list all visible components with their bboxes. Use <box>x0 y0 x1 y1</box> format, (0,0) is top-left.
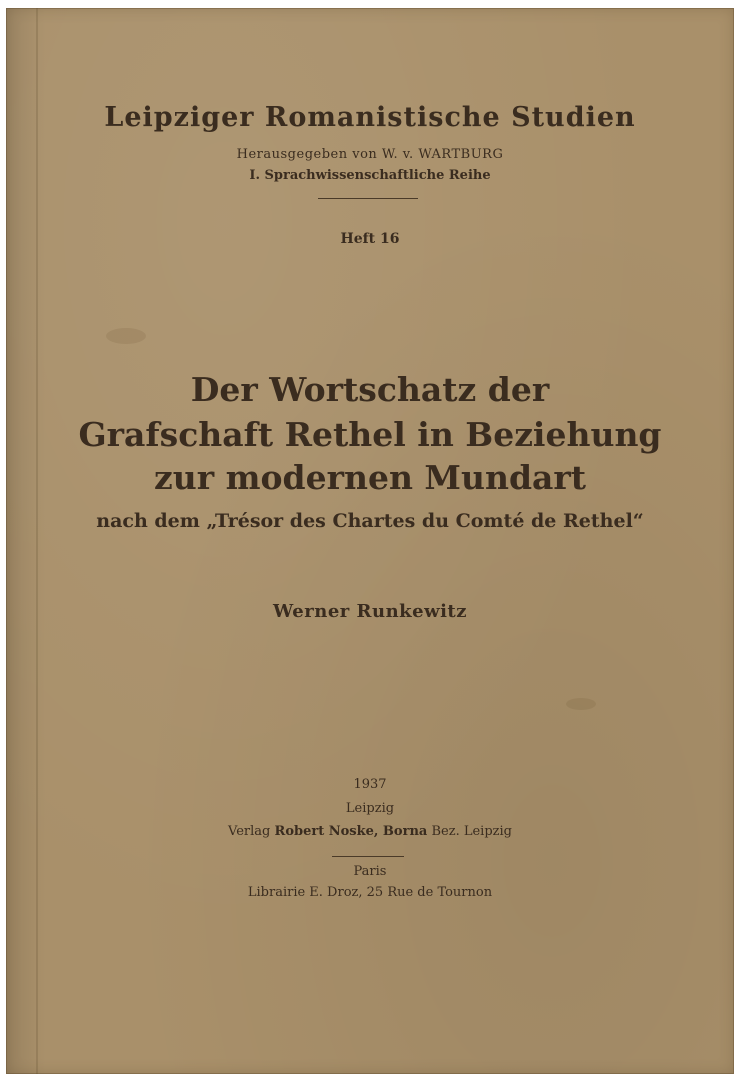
divider-rule <box>332 856 404 857</box>
main-title-line-3: zur modernen Mundart <box>153 458 587 497</box>
publisher-suffix: Bez. Leipzig <box>431 824 512 839</box>
publication-year: 1937 <box>353 777 387 792</box>
publication-city-leipzig: Leipzig <box>345 801 395 816</box>
issue-number: Heft 16 <box>340 231 400 247</box>
subtitle: nach dem „Trésor des Chartes du Comté de Rethel“ <box>96 510 644 532</box>
book-cover <box>6 8 734 1074</box>
author: Werner Runkewitz <box>273 601 467 622</box>
paper-stain <box>106 328 146 344</box>
main-title-line-2: Grafschaft Rethel in Beziehung <box>78 415 662 454</box>
series-row: I. Sprachwissenschaftliche Reihe <box>249 168 491 183</box>
publisher-leipzig <box>6 824 734 839</box>
publication-city-paris: Paris <box>353 864 387 879</box>
publisher-prefix: Verlag <box>228 824 271 839</box>
publisher-paris: Librairie E. Droz, 25 Rue de Tournon <box>247 885 493 900</box>
divider-rule <box>318 198 418 199</box>
editor-line: Herausgegeben von W. v. WARTBURG <box>236 147 504 162</box>
series-title: Leipziger Romanistische Studien <box>104 102 636 133</box>
publisher-name: Robert Noske, Borna <box>274 824 428 839</box>
main-title-line-1: Der Wortschatz der <box>190 370 550 409</box>
paper-stain <box>566 698 596 710</box>
